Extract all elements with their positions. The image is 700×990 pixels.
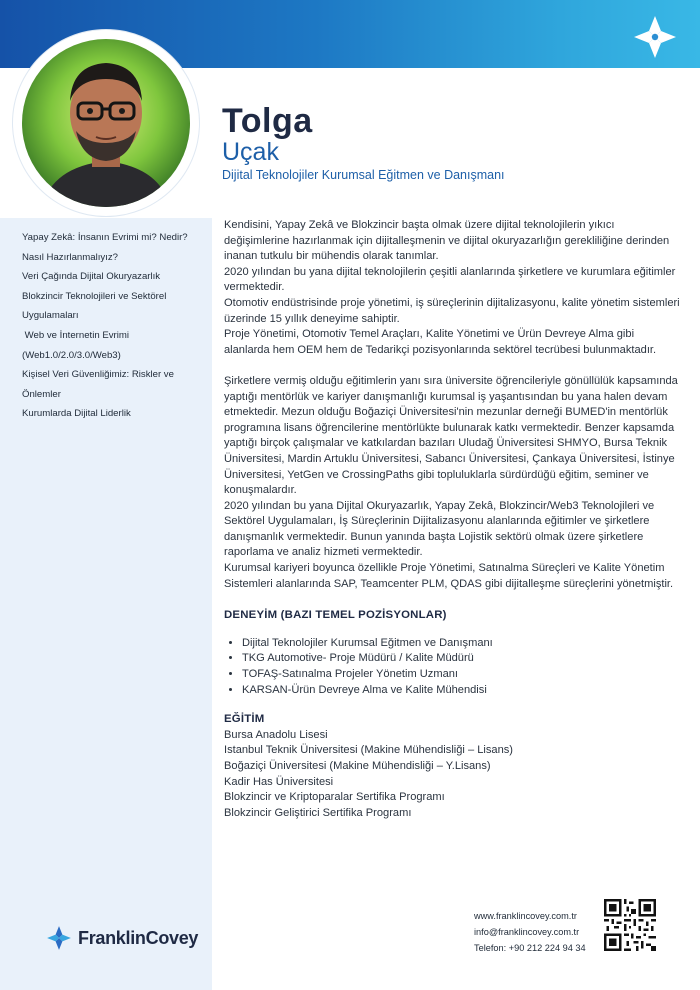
person-title: Dijital Teknolojiler Kurumsal Eğitmen ve Danışmanı xyxy=(222,168,505,182)
topic-item: Önlemler xyxy=(22,388,61,400)
email-link[interactable]: info@franklincovey.com.tr xyxy=(474,927,580,937)
bio-paragraph: Proje Yönetimi, Otomotiv Temel Araçları, Kalite Yönetimi ve Ürün Devreye Alma gibi alanlarda hem OEM hem de Tedarikçi pozisyonlarında sektörel tecrübesi bulunmaktadır. xyxy=(224,328,657,356)
brand-name: FranklinCovey xyxy=(78,927,199,948)
education-list xyxy=(224,728,680,822)
bio-paragraph: 2020 yılından bu yana Dijital Okuryazarlık, Yapay Zekâ, Blokzincir/Web3 Teknolojileri ve Sektörel Uygulamaları, İş Süreçlerinin Dijitalizasyonu alanlarında eğitimler ve şirketlere danışmanlık vermektedir. Bunun yanında başta Lojistik sektörü olmak üzere şirketlere raporlama ve analiz hizmeti vermektedir. xyxy=(224,499,655,559)
topic-item: Uygulamaları xyxy=(22,310,79,322)
topic-item: Kurumlarda Dijital Liderlik xyxy=(22,408,131,420)
bio-paragraph: Otomotiv endüstrisinde proje yönetimi, iş süreçlerinin dijitalizasyonu, kalite yönetim sistemleri üzerinde 15 yıllık deneyime sahiptir. xyxy=(224,296,680,325)
experience-item: • Dijital Teknolojiler Kurumsal Eğitmen ve Danışmanı xyxy=(242,636,680,652)
portrait-photo xyxy=(22,39,190,207)
education-item: Blokzincir Geliştirici Sertifika Programı xyxy=(224,806,412,819)
experience-list xyxy=(224,636,680,698)
bio-paragraph: Kurumsal kariyeri boyunca özellikle Proje Yönetimi, Satınalma Süreçleri ve Kalite Yönetim Sistemleri alanlarında SAP, Teamcenter PLM, QDAS gibi dijitalleşme süreçlerini yönetmiştir. xyxy=(224,562,674,590)
education-item: Blokzincir ve Kriptoparalar Sertifika Programı xyxy=(224,791,445,804)
topic-item: Blokzincir Teknolojileri ve Sektörel xyxy=(22,290,167,302)
education-item: Kadir Has Üniversitesi xyxy=(224,775,334,788)
topic-item: Yapay Zekâ: İnsanın Evrimi mi? Nedir? xyxy=(22,232,188,243)
person-last-name: Uçak xyxy=(222,138,279,166)
education-item: Boğaziçi Üniversitesi (Makine Mühendisliği – Y.Lisans) xyxy=(224,760,491,772)
topic-item: Nasıl Hazırlanmalıyız? xyxy=(22,251,118,263)
education-heading: EĞİTİM xyxy=(224,713,265,726)
contact-block xyxy=(474,908,586,956)
experience-item: • TKG Automotive- Proje Müdürü / Kalite Müdürü xyxy=(242,651,680,667)
franklincovey-brand xyxy=(46,925,198,951)
qr-code-icon[interactable] xyxy=(604,899,656,951)
topic-item: (Web1.0/2.0/3.0/Web3) xyxy=(22,349,121,361)
education-item: Bursa Anadolu Lisesi xyxy=(224,728,328,741)
training-topics-list xyxy=(22,228,208,424)
franklincovey-logo-icon xyxy=(46,925,72,951)
bio-main-content xyxy=(224,218,680,821)
bio-paragraph: 2020 yılından bu yana dijital teknolojilerin çeşitli alanlarında şirketlere ve kurumlara eğitimler vermektedir. xyxy=(224,265,676,294)
education-item: Istanbul Teknik Üniversitesi (Makine Mühendisliği – Lisans) xyxy=(224,744,513,757)
experience-heading: DENEYİM (BAZI TEMEL POZİSYONLAR) xyxy=(224,609,447,622)
topic-item: Web ve İnternetin Evrimi xyxy=(22,329,129,341)
person-first-name: Tolga xyxy=(222,102,313,140)
topic-item: Kişisel Veri Güvenliğimiz: Riskler ve xyxy=(22,369,174,381)
franklincovey-star-logo-icon xyxy=(632,14,678,60)
bio-paragraph: Kendisini, Yapay Zekâ ve Blokzincir başta olmak üzere dijital teknolojilerin yıkıcı değişimlerine hazırlanmak için dijitalleşmenin ve dijital okuryazarlığın gerekliliğine derinden inanan tutkulu bir mühendis olarak tanımlar. xyxy=(224,219,670,263)
experience-item: • TOFAŞ-Satınalma Projeler Yönetim Uzmanı xyxy=(242,667,680,683)
experience-item: • KARSAN-Ürün Devreye Alma ve Kalite Mühendisi xyxy=(242,683,680,699)
website-link[interactable]: www.franklincovey.com.tr xyxy=(474,911,577,921)
bio-paragraph: Şirketlere vermiş olduğu eğitimlerin yanı sıra üniversite öğrencileriyle gönüllülük kapsamında yaptığı mentörlük ve kariyer danışmanlığı kurumsal iş yaşantısından bu yana halen devam etmektedir. Mezun olduğu Boğaziçi Üniversitesi'nin mezunlar derneği BUMED'in mentörlük programına lisans öğrencilerine mentörlükte bulunarak katkı vermektedir. Benzer kapsamda yaptığı birçok çalışmalar ve katkılardan bazıları Uludağ Üniversitesi SHMYO, Bursa Teknik Üniversitesi, Mardin Artuklu Üniversitesi, Sabancı Üniversitesi, Çankaya Üniversitesi, İstinye Üniversitesi, YetGen ve CrossingPaths gibi topluluklarla sürdürdüğü eğitim, seminer ve konuşmalardır. xyxy=(224,374,678,497)
topic-item: Veri Çağında Dijital Okuryazarlık xyxy=(22,271,161,283)
phone-text: Telefon: +90 212 224 94 34 xyxy=(474,943,586,953)
